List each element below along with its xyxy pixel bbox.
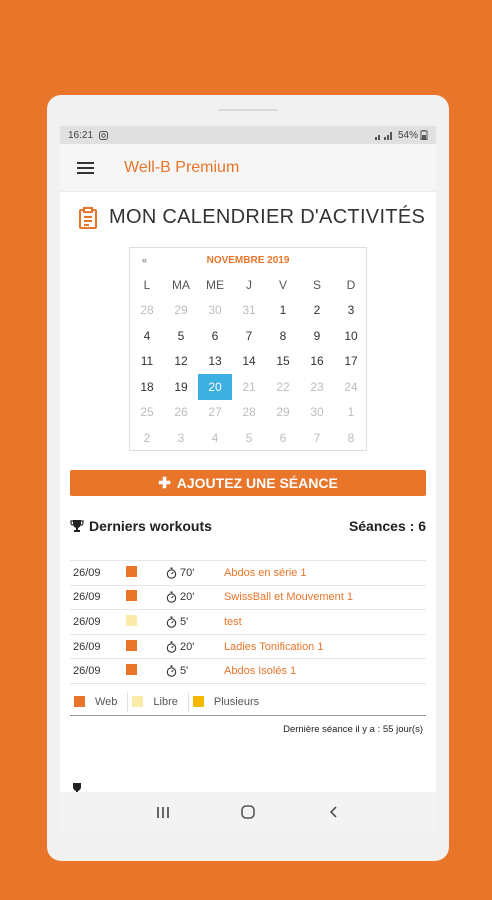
calendar-day: 30 bbox=[208, 303, 222, 318]
workout-name-link[interactable]: Ladies Tonification 1 bbox=[224, 640, 324, 653]
instagram-icon bbox=[99, 131, 108, 140]
home-icon bbox=[240, 804, 256, 820]
calendar-day: 28 bbox=[140, 303, 154, 318]
back-button[interactable] bbox=[321, 800, 345, 824]
add-session-label: AJOUTEZ UNE SÉANCE bbox=[176, 475, 338, 491]
calendar-day: 3 bbox=[177, 430, 185, 445]
calendar-day: 31 bbox=[242, 303, 256, 318]
timer-icon bbox=[166, 665, 177, 677]
android-nav-bar bbox=[60, 792, 436, 831]
workout-row[interactable] bbox=[70, 659, 426, 684]
workout-date: 26/09 bbox=[73, 665, 101, 678]
calendar-day: 2 bbox=[143, 430, 151, 445]
calendar-day: 29 bbox=[276, 405, 290, 420]
sessions-count: Séances : 6 bbox=[348, 518, 426, 534]
status-time: 16:21 bbox=[68, 129, 94, 141]
weekday-label: J bbox=[246, 277, 252, 292]
tablet-speaker bbox=[218, 109, 278, 111]
weekday-label: L bbox=[143, 277, 151, 292]
calendar-grid bbox=[130, 272, 366, 451]
page-title: MON CALENDRIER D'ACTIVITÉS bbox=[109, 206, 426, 228]
recents-button[interactable] bbox=[151, 800, 175, 824]
calendar-day: 4 bbox=[211, 430, 219, 445]
legend-swatch bbox=[74, 696, 85, 707]
calendar-day[interactable]: 6 bbox=[211, 328, 219, 343]
calendar bbox=[129, 247, 367, 451]
calendar-day[interactable]: 18 bbox=[140, 379, 154, 394]
workout-type-swatch bbox=[126, 615, 166, 629]
calendar-day: 26 bbox=[174, 405, 188, 420]
workout-duration bbox=[166, 616, 224, 628]
workout-duration bbox=[166, 665, 224, 677]
workout-date: 26/09 bbox=[73, 615, 101, 628]
timer-icon bbox=[166, 641, 177, 653]
add-session-button[interactable] bbox=[70, 470, 426, 496]
calendar-day[interactable]: 2 bbox=[313, 303, 321, 318]
workout-row[interactable] bbox=[70, 586, 426, 611]
calendar-day: 5 bbox=[245, 430, 253, 445]
back-icon bbox=[327, 805, 339, 819]
workout-duration bbox=[166, 567, 224, 579]
calendar-day[interactable]: 5 bbox=[177, 328, 185, 343]
clipboard-icon bbox=[77, 207, 99, 229]
trophy-icon bbox=[70, 519, 84, 533]
workout-duration-value: 5' bbox=[180, 615, 189, 628]
hamburger-icon[interactable] bbox=[77, 162, 94, 174]
plus-icon: ✚ bbox=[158, 475, 171, 492]
app-bar bbox=[60, 144, 436, 192]
calendar-day[interactable]: 14 bbox=[242, 354, 256, 369]
calendar-day[interactable]: 3 bbox=[347, 303, 355, 318]
weekday-label: S bbox=[312, 277, 321, 292]
calendar-day: 28 bbox=[242, 405, 256, 420]
signal-icon bbox=[375, 131, 395, 140]
calendar-prev-button[interactable]: « bbox=[142, 255, 148, 265]
weekday-label: ME bbox=[206, 277, 224, 292]
workouts-header bbox=[70, 516, 426, 536]
calendar-day[interactable]: 19 bbox=[174, 379, 188, 394]
recents-icon bbox=[156, 805, 170, 819]
calendar-day[interactable]: 4 bbox=[143, 328, 151, 343]
legend-label: Web bbox=[95, 695, 118, 708]
legend-swatch bbox=[132, 696, 143, 707]
legend-item bbox=[189, 692, 269, 712]
workout-duration-value: 70' bbox=[180, 566, 195, 579]
weekday-label: MA bbox=[172, 277, 190, 292]
legend-label: Plusieurs bbox=[213, 695, 260, 708]
workout-type-swatch bbox=[126, 640, 166, 654]
workout-date: 26/09 bbox=[73, 640, 101, 653]
legend-swatch bbox=[193, 696, 204, 707]
calendar-day[interactable]: 9 bbox=[313, 328, 321, 343]
legend-label: Libre bbox=[153, 695, 178, 708]
workout-type-swatch bbox=[126, 664, 166, 678]
workout-name-link[interactable]: SwissBall et Mouvement 1 bbox=[224, 591, 353, 604]
calendar-day: 7 bbox=[313, 430, 321, 445]
app-title: Well-B Premium bbox=[124, 158, 240, 176]
color-legend bbox=[70, 688, 426, 716]
status-bar bbox=[60, 126, 436, 144]
calendar-day: 29 bbox=[174, 303, 188, 318]
workout-row[interactable] bbox=[70, 561, 426, 586]
last-session-text: Dernière séance il y a : 55 jour(s) bbox=[283, 724, 423, 735]
calendar-header bbox=[130, 248, 366, 272]
calendar-day: 27 bbox=[208, 405, 222, 420]
workout-name-link[interactable]: Abdos en série 1 bbox=[224, 566, 307, 579]
calendar-day: 22 bbox=[276, 379, 290, 394]
weekday-label: V bbox=[278, 277, 287, 292]
timer-icon bbox=[166, 567, 177, 579]
calendar-day[interactable]: 17 bbox=[344, 354, 358, 369]
calendar-day[interactable]: 7 bbox=[245, 328, 253, 343]
calendar-day: 21 bbox=[242, 379, 256, 394]
calendar-day: 1 bbox=[347, 405, 355, 420]
workout-type-swatch bbox=[126, 590, 166, 604]
battery-percent: 54% bbox=[397, 129, 418, 141]
workout-duration-value: 20' bbox=[180, 640, 195, 653]
battery-icon bbox=[420, 130, 428, 140]
calendar-day: 25 bbox=[140, 405, 154, 420]
calendar-day: 30 bbox=[310, 405, 324, 420]
workout-duration bbox=[166, 591, 224, 603]
calendar-day[interactable]: 13 bbox=[208, 354, 222, 369]
calendar-day[interactable]: 11 bbox=[140, 354, 154, 369]
calendar-month: NOVEMBRE 2019 bbox=[206, 255, 290, 266]
workout-name-link[interactable]: test bbox=[224, 615, 242, 628]
timer-icon bbox=[166, 616, 177, 628]
workout-name-link[interactable]: Abdos Isolés 1 bbox=[224, 665, 297, 678]
home-button[interactable] bbox=[236, 800, 260, 824]
calendar-day[interactable]: 12 bbox=[174, 354, 188, 369]
calendar-day: 8 bbox=[347, 430, 355, 445]
workout-type-swatch bbox=[126, 566, 166, 580]
workout-duration bbox=[166, 641, 224, 653]
workout-duration-value: 5' bbox=[180, 665, 189, 678]
calendar-day[interactable]: 1 bbox=[279, 303, 287, 318]
workout-duration-value: 20' bbox=[180, 591, 195, 604]
page-heading bbox=[60, 192, 436, 229]
app-screen bbox=[60, 126, 436, 831]
calendar-day-today[interactable]: 20 bbox=[198, 374, 232, 400]
legend-item bbox=[128, 692, 188, 712]
calendar-day: 6 bbox=[279, 430, 287, 445]
weekday-label: D bbox=[346, 277, 356, 292]
calendar-day: 24 bbox=[344, 379, 358, 394]
calendar-day[interactable]: 10 bbox=[344, 328, 358, 343]
calendar-day[interactable]: 16 bbox=[310, 354, 324, 369]
workouts-list bbox=[70, 560, 426, 684]
workout-row[interactable] bbox=[70, 635, 426, 660]
workout-date: 26/09 bbox=[73, 591, 101, 604]
timer-icon bbox=[166, 591, 177, 603]
calendar-day[interactable]: 15 bbox=[276, 354, 290, 369]
calendar-day: 23 bbox=[310, 379, 324, 394]
legend-item bbox=[70, 692, 128, 712]
calendar-day[interactable]: 8 bbox=[279, 328, 287, 343]
workout-row[interactable] bbox=[70, 610, 426, 635]
workout-date: 26/09 bbox=[73, 566, 101, 579]
workouts-title: Derniers workouts bbox=[89, 518, 212, 534]
